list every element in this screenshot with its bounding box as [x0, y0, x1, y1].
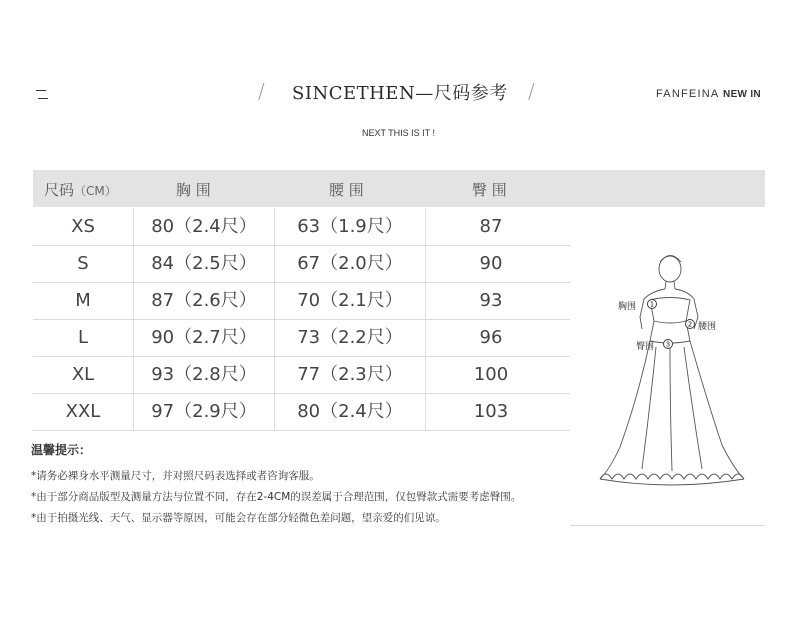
cell-hip: 90 — [479, 253, 503, 274]
marker-2: 2 — [687, 320, 693, 329]
note-line: *由于部分商品版型及测量方法与位置不同，存在2-4CM的误差属于合理范围，仅包臀款式需要考虑臀围。 — [31, 491, 522, 503]
divider-slash-right: / — [528, 79, 535, 103]
cell-size: S — [77, 253, 89, 274]
header-unit: （CM） — [74, 184, 117, 198]
cell-bust: 80（2.4尺） — [151, 216, 257, 237]
header-hip: 臀 围 — [472, 181, 507, 199]
cell-bust: 87（2.6尺） — [151, 290, 257, 311]
table-row — [33, 208, 570, 246]
cell-bust: 97（2.9尺） — [151, 401, 257, 422]
cell-bust: 93（2.8尺） — [151, 364, 257, 385]
table-row — [33, 319, 570, 357]
cell-size: XXL — [65, 401, 101, 422]
menu-icon — [36, 90, 48, 98]
cell-size: M — [75, 290, 91, 311]
column-divider — [425, 208, 426, 431]
waist-label: 腰围 — [698, 322, 717, 332]
right-brand-tag: NEW IN — [723, 89, 761, 100]
right-brand — [656, 88, 761, 100]
marker-3: 3 — [665, 340, 671, 349]
cell-hip: 103 — [473, 401, 509, 422]
subtitle: NEXT THIS IS IT ! — [362, 128, 436, 138]
cell-waist: 80（2.4尺） — [297, 401, 403, 422]
table-row — [33, 393, 570, 431]
header-bust: 胸 围 — [176, 181, 211, 199]
notes-section — [31, 441, 571, 531]
hip-label: 臀围 — [636, 342, 655, 352]
header-size: 尺码（CM） — [44, 181, 117, 199]
cell-waist: 63（1.9尺） — [297, 216, 403, 237]
cell-hip: 93 — [479, 290, 503, 311]
cell-bust: 90（2.7尺） — [151, 327, 257, 348]
note-line: *由于拍摄光线、天气、显示器等原因，可能会存在部分轻微色差问题，望亲爱的们见谅。 — [31, 512, 446, 524]
table-header — [33, 170, 765, 207]
cell-hip: 96 — [479, 327, 503, 348]
table-row — [33, 282, 570, 320]
cell-size: XL — [71, 364, 95, 385]
cell-waist: 70（2.1尺） — [297, 290, 403, 311]
gown-illustration — [570, 207, 765, 525]
cell-hip: 87 — [479, 216, 503, 237]
cell-waist: 73（2.2尺） — [297, 327, 403, 348]
divider-slash-left: / — [258, 79, 265, 103]
page-title: SINCETHEN—尺码参考 — [292, 83, 508, 104]
cell-size: L — [77, 327, 89, 348]
marker-1: 1 — [649, 300, 655, 309]
cell-bust: 84（2.5尺） — [151, 253, 257, 274]
cell-hip: 100 — [473, 364, 509, 385]
cell-waist: 77（2.3尺） — [297, 364, 403, 385]
notes-title: 温馨提示： — [31, 443, 92, 457]
table-row — [33, 245, 570, 283]
note-line: *请务必裸身水平测量尺寸，并对照尺码表选择或者咨询客服。 — [31, 470, 320, 482]
cell-size: XS — [71, 216, 95, 237]
column-divider — [133, 208, 134, 431]
column-divider — [274, 208, 275, 431]
cell-waist: 67（2.0尺） — [297, 253, 403, 274]
header-waist: 腰 围 — [329, 181, 364, 199]
table-row — [33, 356, 570, 394]
measurement-figure — [570, 207, 765, 526]
bust-label: 胸围 — [618, 302, 637, 312]
right-brand-name: FANFEINA — [656, 88, 719, 100]
